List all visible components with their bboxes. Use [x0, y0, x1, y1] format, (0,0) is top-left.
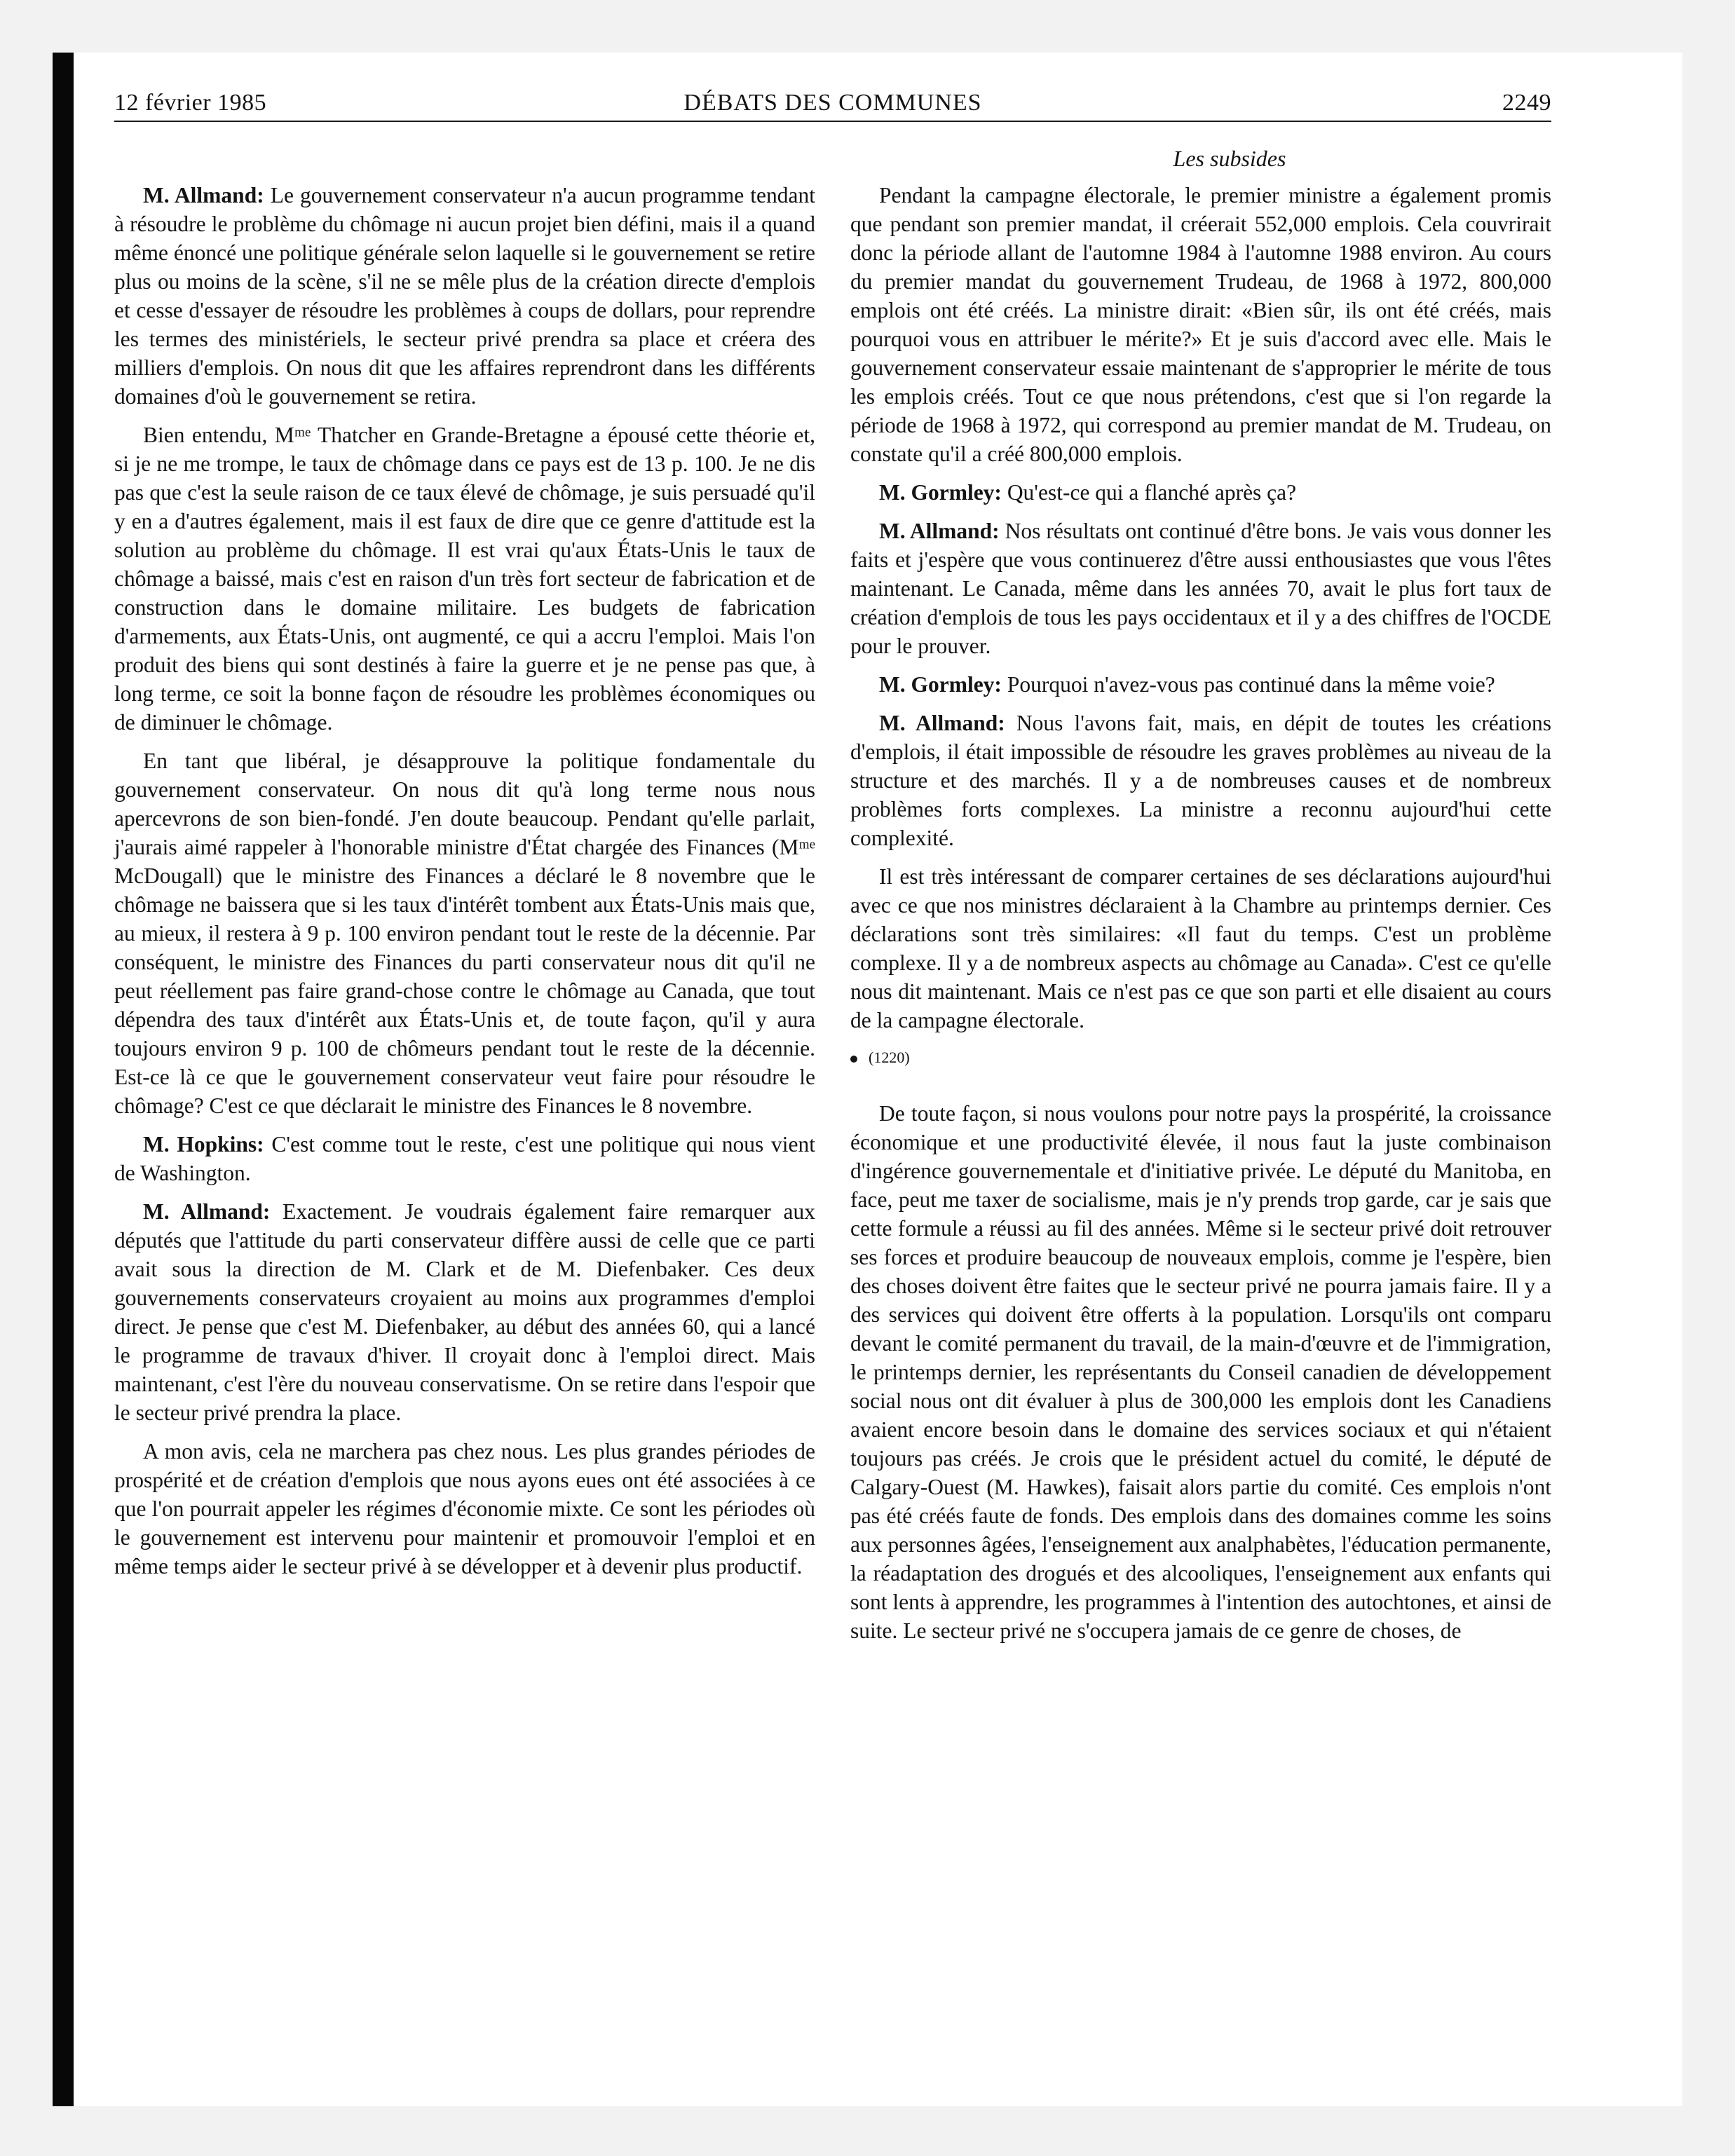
header-date: 12 février 1985	[114, 90, 267, 116]
header-page-number: 2249	[1502, 90, 1551, 116]
time-marker	[850, 1047, 1551, 1068]
paragraph	[850, 181, 1551, 468]
speaker-name: M. Allmand:	[879, 519, 1000, 543]
paragraph	[850, 862, 1551, 1035]
paragraph	[850, 517, 1551, 660]
subsection-title: Les subsides	[1173, 146, 1286, 171]
bullet-icon	[850, 1056, 857, 1063]
paragraph	[850, 1099, 1551, 1645]
paragraph	[850, 670, 1551, 699]
paragraph-text: Le gouvernement conservateur n'a aucun programme tendant à résoudre le problème du chômage ni aucun projet bien défini, mais il a quand même énoncé une politique générale selon laquelle si le gouvernement se retire plus ou moins de la scène, s'il ne se mêle plus de la création directe d'emplois et cesse d'essayer de résoudre les problèmes à coups de dollars, pour reprendre les termes des ministériels, le secteur privé prendra sa place et créera des milliers d'emplois. On nous dit que les affaires reprendront dans les différents domaines d'où le gouvernement se retira.	[114, 183, 815, 409]
paragraph	[850, 709, 1551, 852]
paragraph	[114, 181, 815, 411]
paragraph-text: Exactement. Je voudrais également faire remarquer aux députés que l'attitude du parti conservateur diffère aussi de celle que ce parti avait sous la direction de M. Clark et de M. Diefenbaker. Ces deux gouvernements conservateurs croyaient au moins aux programmes d'emploi direct. Je pense que c'est M. Diefenbaker, au début des années 60, qui a lancé le programme de travaux d'hiver. Il croyait donc à l'emploi direct. Mais maintenant, c'est l'ère du nouveau conservatisme. On se retire dans l'espoir que le secteur privé prendra la place.	[114, 1199, 815, 1425]
paragraph-text: Nous l'avons fait, mais, en dépit de toutes les créations d'emplois, il était impossible de résoudre les graves problèmes au niveau de la structure et des marchés. Il y a de nombreuses causes et de nombreux problèmes forts complexes. La ministre a reconnu aujourd'hui cette complexité.	[850, 711, 1551, 850]
paragraph-text: Bien entendu, Mᵐᵉ Thatcher en Grande-Bretagne a épousé cette théorie et, si je ne me trompe, le taux de chômage dans ce pays est de 13 p. 100. Je ne dis pas que c'est la seule raison de ce taux élevé de chômage, je suis persuadé qu'il y en a d'autres également, mais il est faux de dire que ce genre d'attitude est la solution au problème du chômage. Il est vrai qu'aux États-Unis le taux de chômage a baissé, mais c'est en raison d'un très fort secteur de fabrication et de construction dans le domaine militaire. Les budgets de fabrication d'armements, aux États-Unis, ont augmenté, ce qui a accru l'emploi. Mais l'on produit des biens qui sont destinés à faire la guerre et je ne pense pas que, à long terme, ce soit la bonne façon de résoudre les problèmes économiques ou de diminuer le chômage.	[114, 423, 815, 735]
speaker-name: M. Allmand:	[143, 1199, 271, 1224]
paragraph-text: En tant que libéral, je désapprouve la politique fondamentale du gouvernement conservateur. On nous dit qu'à long terme nous nous apercevrons de son bien-fondé. J'en doute beaucoup. Pendant qu'elle parlait, j'aurais aimé rappeler à l'honorable ministre d'État chargée des Finances (Mᵐᵉ McDougall) que le ministre des Finances a déclaré le 8 novembre que le chômage ne baissera que si les taux d'intérêt tombent aux États-Unis mais que, au mieux, il restera à 9 p. 100 environ pendant tout le reste de la décennie. Par conséquent, le ministre des Finances du parti conservateur nous dit qu'il ne peut réellement pas faire grand-chose contre le chômage au Canada, que tout dépendra des taux d'intérêt aux États-Unis et, de toute façon, qu'il y aura toujours environ 9 p. 100 de chômeurs pendant tout le reste de la décennie. Est-ce là ce que le gouvernement conservateur veut faire pour résoudre le chômage? C'est ce que déclarait le ministre des Finances le 8 novembre.	[114, 749, 815, 1118]
paragraph-text: De toute façon, si nous voulons pour notre pays la prospérité, la croissance économique et une productivité élevée, il nous faut la juste combinaison d'ingérence gouvernementale et d'initiative privée. Le député du Manitoba, en face, peut me taxer de socialisme, mais je n'y prends trop garde, car je sais que cette formule a réussi au fil des années. Même si le secteur privé doit retrouver ses forces et produire beaucoup de nouveaux emplois, comme je l'espère, bien des choses doivent être faites que le secteur privé ne pourra jamais faire. Il y a des services qui doivent être offerts à la population. Lorsqu'ils ont comparu devant le comité permanent du travail, de la main-d'œuvre et de l'immigration, le printemps dernier, les représentants du Conseil canadien de développement social nous ont dit évaluer à plus de 300,000 les emplois dont les Canadiens avaient encore besoin dans le domaine des services sociaux et qui n'étaient toujours pas créés. Je crois que le président actuel du comité, le député de Calgary-Ouest (M. Hawkes), faisait alors partie du comité. Ces emplois n'ont pas été créés faute de fonds. Des emplois dans des domaines comme les soins aux personnes âgées, l'enseignement aux analphabètes, l'éducation permanente, la réadaptation des drogués et des alcooliques, l'enseignement aux enfants qui sont lents à apprendre, les programmes à l'intention des autochtones, et ainsi de suite. Le secteur privé ne s'occupera jamais de ce genre de choses, de	[850, 1101, 1551, 1643]
paragraph-text: A mon avis, cela ne marchera pas chez nous. Les plus grandes périodes de prospérité et de création d'emplois que nous ayons eues ont été associées à ce que l'on pourrait appeler les régimes d'économie mixte. Ce sont les périodes où le gouvernement est intervenu pour maintenir et promouvoir l'emploi et en même temps aider le secteur privé à se développer et à devenir plus productif.	[114, 1439, 815, 1578]
left-column	[114, 181, 815, 1590]
right-column	[850, 181, 1551, 1655]
time-marker-label: (1220)	[869, 1049, 910, 1066]
speaker-name: M. Allmand:	[879, 711, 1005, 735]
paragraph-text: Qu'est-ce qui a flanché après ça?	[1001, 480, 1297, 505]
paragraph-text: Pendant la campagne électorale, le premier ministre a également promis que pendant son premier mandat, il créerait 552,000 emplois. Cela couvrirait donc la période allant de l'automne 1984 à l'automne 1988 environ. Au cours du premier mandat du gouvernement Trudeau, de 1968 à 1972, 800,000 emplois ont été créés. La ministre dirait: «Bien sûr, ils ont été créés, mais pourquoi vous en attribuer le mérite?» Et je suis d'accord avec elle. Mais le gouvernement conservateur essaie maintenant de s'approprier le mérite de tous les emplois créés. Tout ce que nous prétendons, c'est que si l'on regarde la période de 1968 à 1972, qui correspond au premier mandat de M. Trudeau, on constate qu'il a créé 800,000 emplois.	[850, 183, 1551, 466]
paragraph-text: Pourquoi n'avez-vous pas continué dans la même voie?	[1001, 672, 1495, 697]
paragraph	[114, 1197, 815, 1427]
paragraph	[114, 1130, 815, 1187]
speaker-name: M. Allmand:	[143, 183, 264, 207]
paragraph	[114, 421, 815, 737]
paragraph	[850, 478, 1551, 507]
paragraph-text: Il est très intéressant de comparer certaines de ses déclarations aujourd'hui avec ce que nos ministres déclaraient à la Chambre au printemps dernier. Ces déclarations sont très similaires: «Il faut du temps. C'est un problème complexe. Il y a de nombreux aspects au chômage au Canada». C'est ce qu'elle nous dit maintenant. Mais ce n'est pas ce que son parti et elle disaient au cours de la campagne électorale.	[850, 864, 1551, 1032]
paragraph	[114, 1437, 815, 1581]
speaker-name: M. Gormley:	[879, 480, 1002, 505]
paragraph-text: Nos résultats ont continué d'être bons. Je vais vous donner les faits et j'espère que vous continuerez d'être aussi enthousiastes que vous l'êtes maintenant. Le Canada, même dans les années 70, avait le plus fort taux de création d'emplois de tous les pays occidentaux et il y a des chiffres de l'OCDE pour le prouver.	[850, 519, 1551, 658]
speaker-name: M. Gormley:	[879, 672, 1002, 697]
paragraph	[114, 746, 815, 1120]
speaker-name: M. Hopkins:	[143, 1132, 264, 1157]
header-title: DÉBATS DES COMMUNES	[683, 90, 982, 116]
header-rule	[114, 121, 1551, 122]
paragraph-text: C'est comme tout le reste, c'est une politique qui nous vient de Washington.	[114, 1132, 815, 1185]
scan-edge	[53, 53, 74, 2106]
page-header	[114, 90, 1551, 132]
